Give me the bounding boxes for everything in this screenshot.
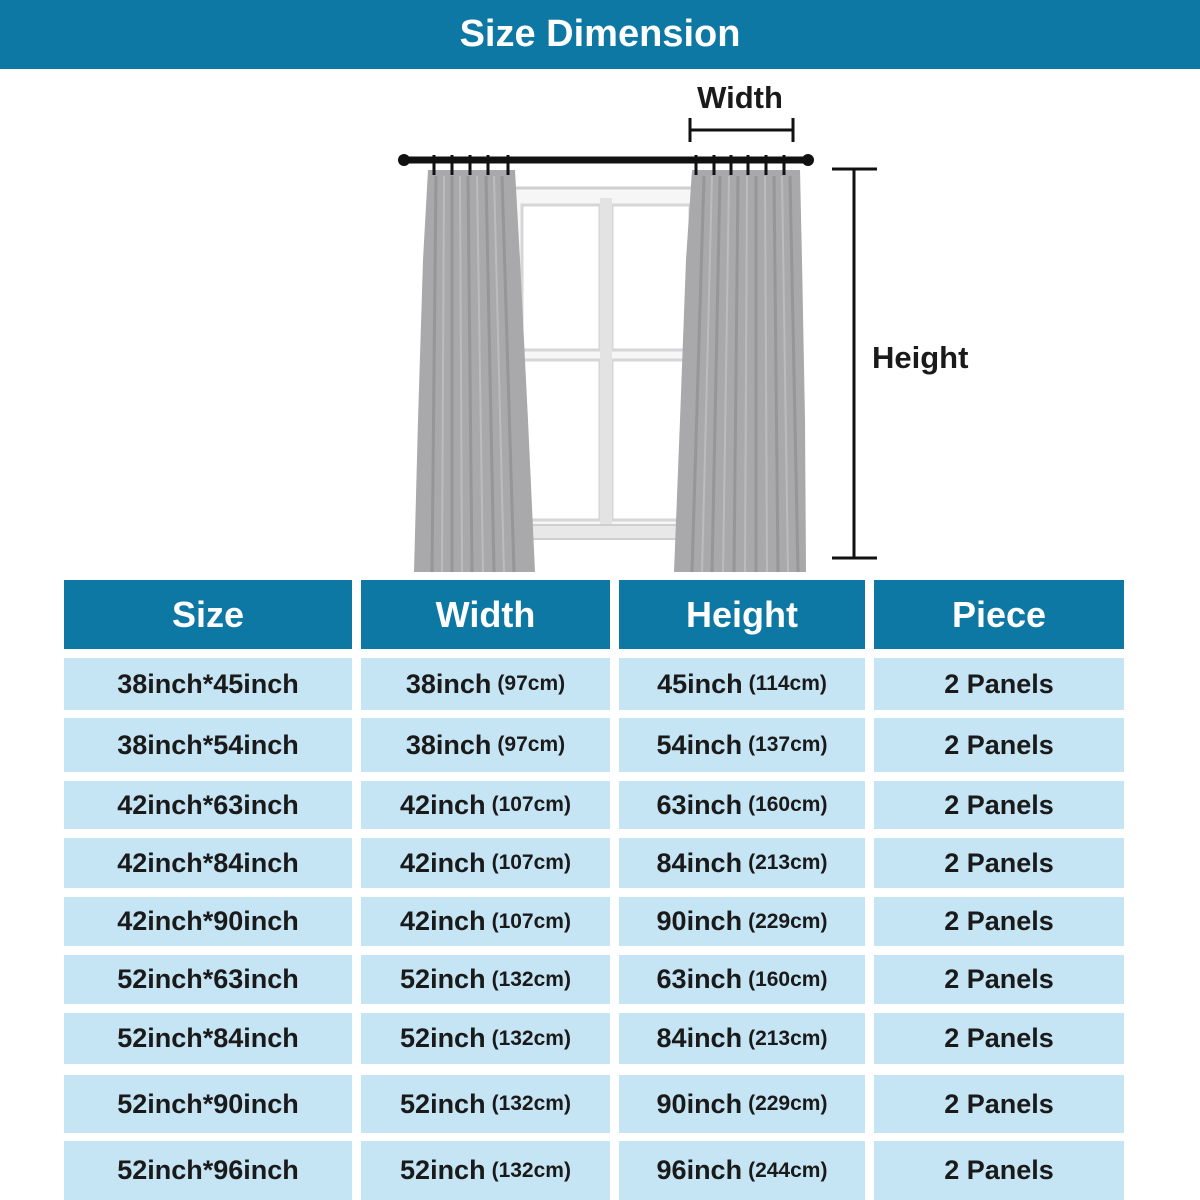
table-cell-width (361, 781, 610, 829)
width-cm: (107cm) (491, 909, 571, 933)
width-label: Width (697, 80, 783, 115)
height-inch: 45inch (657, 668, 743, 699)
table-cell-height (619, 955, 865, 1004)
table-cell-width (361, 1141, 610, 1200)
table-cell-size: 42inch*63inch (64, 781, 352, 829)
height-cm: (213cm) (748, 851, 828, 874)
table-cell-width (361, 658, 610, 710)
width-cm: (132cm) (491, 967, 571, 991)
height-inch: 63inch (656, 964, 743, 994)
table-cell-height (619, 718, 865, 772)
table-cell-piece: 2 Panels (874, 781, 1124, 829)
width-cm: (97cm) (497, 672, 566, 695)
height-label: Height (872, 340, 969, 375)
height-cm: (213cm) (748, 1026, 828, 1050)
table-cell-width (361, 1075, 610, 1133)
height-inch: 54inch (656, 729, 743, 760)
height-inch: 84inch (656, 1023, 743, 1053)
table-cell-piece: 2 Panels (874, 1141, 1124, 1200)
window-illustration (513, 188, 693, 539)
width-cm: (132cm) (491, 1026, 571, 1050)
width-inch: 38inch (405, 668, 492, 699)
table-cell-size: 52inch*90inch (64, 1075, 352, 1133)
width-cm: (107cm) (491, 793, 571, 816)
header-piece: Piece (874, 580, 1124, 649)
width-inch: 42inch (400, 789, 486, 820)
header-width: Width (361, 580, 610, 649)
table-cell-height (619, 1141, 865, 1200)
table-cell-size: 38inch*45inch (64, 658, 352, 710)
table-cell-piece: 2 Panels (874, 838, 1124, 888)
height-inch: 84inch (656, 847, 743, 878)
height-inch: 90inch (656, 1088, 743, 1119)
table-cell-height (619, 781, 865, 829)
width-inch: 52inch (400, 1023, 486, 1053)
table-cell-height (619, 1013, 865, 1064)
table-cell-piece: 2 Panels (874, 897, 1124, 946)
table-cell-width (361, 897, 610, 946)
page-title: Size Dimension (0, 0, 1200, 69)
width-cm: (97cm) (497, 733, 566, 756)
width-cm: (132cm) (491, 1092, 571, 1115)
table-cell-size: 52inch*96inch (64, 1141, 352, 1200)
table-cell-width (361, 1013, 610, 1064)
left-curtain-panel (414, 170, 535, 572)
height-cm: (229cm) (748, 909, 828, 933)
height-inch: 63inch (656, 789, 743, 820)
height-cm: (160cm) (748, 967, 828, 991)
table-cell-height (619, 897, 865, 946)
width-inch: 52inch (400, 964, 486, 994)
table-cell-width (361, 955, 610, 1004)
width-dimension-marker (690, 118, 793, 142)
table-cell-width (361, 718, 610, 772)
table-cell-height (619, 658, 865, 710)
height-cm: (244cm) (748, 1158, 828, 1182)
width-inch: 52inch (400, 1155, 486, 1185)
height-cm: (137cm) (748, 733, 828, 756)
width-cm: (132cm) (491, 1158, 571, 1182)
table-cell-piece: 2 Panels (874, 658, 1124, 710)
height-cm: (114cm) (748, 672, 827, 695)
table-cell-height (619, 838, 865, 888)
curtain-diagram (0, 69, 1200, 579)
table-cell-size: 52inch*84inch (64, 1013, 352, 1064)
header-size: Size (64, 580, 352, 649)
right-curtain-panel (674, 170, 806, 572)
height-inch: 96inch (656, 1155, 743, 1185)
height-cm: (160cm) (748, 793, 828, 816)
height-inch: 90inch (656, 906, 743, 936)
table-cell-piece: 2 Panels (874, 1075, 1124, 1133)
curtain-illustration (0, 69, 1200, 579)
width-inch: 52inch (400, 1088, 486, 1119)
height-dimension-marker (832, 169, 877, 558)
width-inch: 42inch (400, 906, 486, 936)
table-cell-piece: 2 Panels (874, 718, 1124, 772)
table-cell-width (361, 838, 610, 888)
width-inch: 42inch (400, 847, 486, 878)
table-cell-size: 52inch*63inch (64, 955, 352, 1004)
table-cell-height (619, 1075, 865, 1133)
header-height: Height (619, 580, 865, 649)
table-cell-size: 38inch*54inch (64, 718, 352, 772)
table-cell-piece: 2 Panels (874, 955, 1124, 1004)
width-inch: 38inch (405, 729, 492, 760)
table-cell-size: 42inch*90inch (64, 897, 352, 946)
table-cell-piece: 2 Panels (874, 1013, 1124, 1064)
table-cell-size: 42inch*84inch (64, 838, 352, 888)
height-cm: (229cm) (748, 1092, 828, 1115)
width-cm: (107cm) (491, 851, 571, 874)
